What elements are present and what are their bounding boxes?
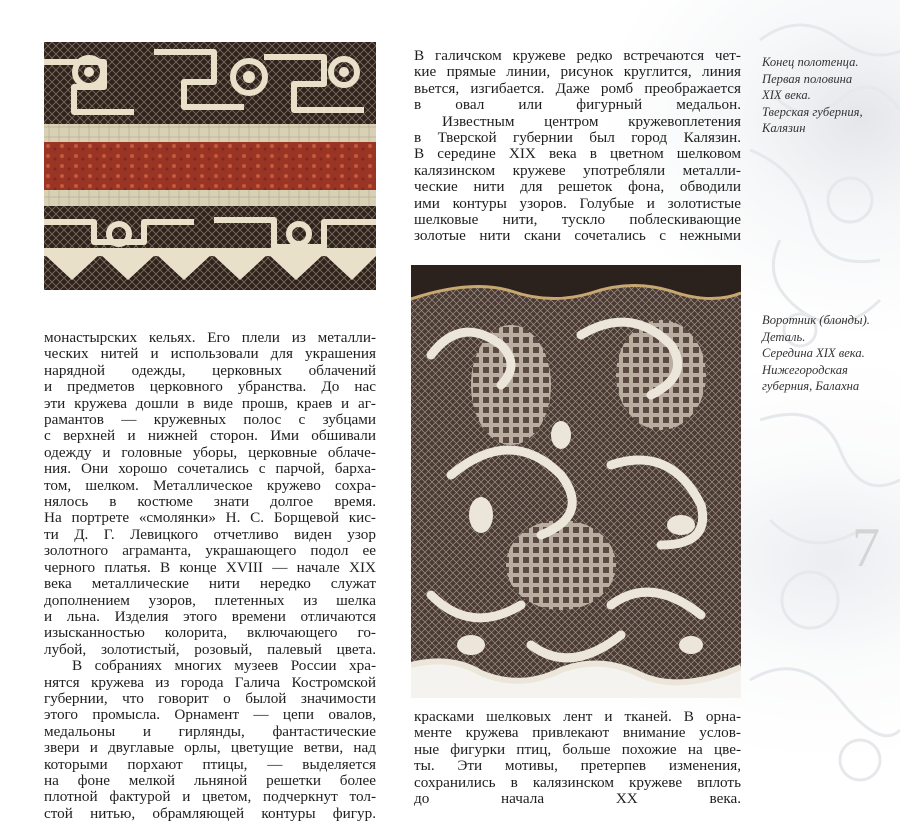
text-line: изысканностью колорита, включающего го- — [44, 624, 376, 642]
text-line: менте кружева привлекают внимание услов- — [414, 724, 741, 742]
text-line: нарядной одежды, церковных облачений — [44, 361, 376, 379]
towel-lace-photo — [44, 42, 376, 290]
text-line: в Тверской губернии был город Калязин. — [414, 129, 741, 147]
text-line: ческие нити для решеток фона, обводили — [414, 178, 741, 196]
text-line: золотые нити скани сочетались с нежными — [414, 227, 741, 245]
text-line: этого промысла. Орнамент — цепи овалов, — [44, 706, 376, 724]
text-line: ные фигурки птиц, больше похожие на цве- — [414, 740, 741, 758]
right-column-bottom-text — [414, 709, 741, 807]
text-line: В середине XIX века в цветном шелковом — [414, 145, 741, 163]
text-line: сохранились в калязинском кружеве вплоть — [414, 773, 741, 791]
text-line: с верхней и нижней сторон. Ими обшивали — [44, 427, 376, 445]
caption-line: Воротник (блонды). — [762, 313, 870, 327]
text-line: золотного аграманта, украшающего подол ее — [44, 542, 376, 560]
text-line: на фоне мелкой льняной решетки более — [44, 771, 376, 789]
text-line: звери и двуглавые орлы, цветущие ветви, над — [44, 739, 376, 757]
text-line: Известным центром кружевоплетения — [442, 112, 741, 130]
caption-line: Конец полотенца. — [762, 55, 859, 69]
text-line: до начала XX века. — [414, 790, 741, 808]
text-line: монастырских кельях. Его плели из металли- — [44, 329, 376, 346]
text-line: калязинском кружеве употребляли металли- — [414, 161, 741, 179]
text-line: ческих нитей и использовали для украшения — [44, 345, 376, 363]
caption-line: Середина XIX века. — [762, 346, 865, 360]
text-line: ими контуры узоров. Голубые и золотистые — [414, 194, 741, 212]
text-line: В собраниях многих музеев России хра- — [72, 657, 376, 675]
caption-line: XIX века. — [762, 88, 811, 102]
text-line: нялось в костюме знати долгое время. — [44, 493, 376, 511]
caption-line: Нижегородская — [762, 362, 848, 377]
text-line: том, шелком. Металлическое кружево сохра- — [44, 476, 376, 494]
text-line: и предметов церковного убранства. До нас — [44, 378, 376, 396]
text-line: в овал или фигурный медальон. — [414, 96, 741, 114]
caption-line: Тверская губерния, — [762, 104, 863, 119]
text-line: лубой, золотистый, розовый, палевый цвета. — [44, 640, 376, 658]
text-line: красками шелковых лент и тканей. В орна- — [414, 708, 741, 725]
text-line: шелковые нити, тускло поблескивающие — [414, 211, 741, 229]
page-number: 7 — [852, 517, 880, 579]
text-line: ты. Эти мотивы, претерпев изменения, — [414, 757, 741, 775]
text-line: медальоны и гирлянды, фантастические — [44, 722, 376, 740]
text-line: и льна. Изделия этого времени отличаются — [44, 607, 376, 625]
caption-line: Первая половина — [762, 71, 853, 86]
collar-caption — [762, 312, 870, 395]
text-line: стой нитью, обрамляющей контуры фигур. — [44, 804, 376, 822]
text-line: рамантов — кружевных полос с зубцами — [44, 411, 376, 429]
text-line: кие прямые линии, рисунок круглится, линия — [414, 63, 741, 81]
text-line: ти Д. Г. Левицкого отчетливо виден узор — [44, 525, 376, 543]
text-line: одежду и головные уборы, церковные облаче- — [44, 443, 376, 461]
text-line: губернии, что говорит о былой значимости — [44, 689, 376, 707]
collar-lace-photo — [411, 265, 741, 698]
caption-line: Деталь. — [762, 329, 806, 344]
text-line: плотной фактурой и цветом, подчеркнут тол- — [44, 788, 376, 806]
text-line: вьется, изгибается. Даже ромб преображается — [414, 79, 741, 97]
text-line: дополнением узоров, плетенных из шелка — [44, 591, 376, 609]
text-line: века металлические нити нередко служат — [44, 575, 376, 593]
right-column-top-text — [414, 48, 741, 245]
text-line: ния. Они хорошо сочетались с парчой, барха- — [44, 460, 376, 478]
caption-line: Калязин — [762, 121, 806, 135]
text-line: нятся кружева из города Галича Костромской — [44, 673, 376, 691]
text-line: эти кружева дошли в виде прошв, краев и аг- — [44, 394, 376, 412]
text-line: На портрете «смолянки» Н. С. Борщевой кис- — [44, 509, 376, 527]
text-line: черного платья. В конце XVIII — начале XIX — [44, 558, 376, 576]
text-line: В галичском кружеве редко встречаются чет- — [414, 47, 741, 64]
text-line: которыми порхают птицы, — выделяется — [44, 755, 376, 773]
towel-caption — [762, 54, 863, 137]
left-column-text — [44, 330, 376, 822]
caption-line: губерния, Балахна — [762, 379, 860, 393]
